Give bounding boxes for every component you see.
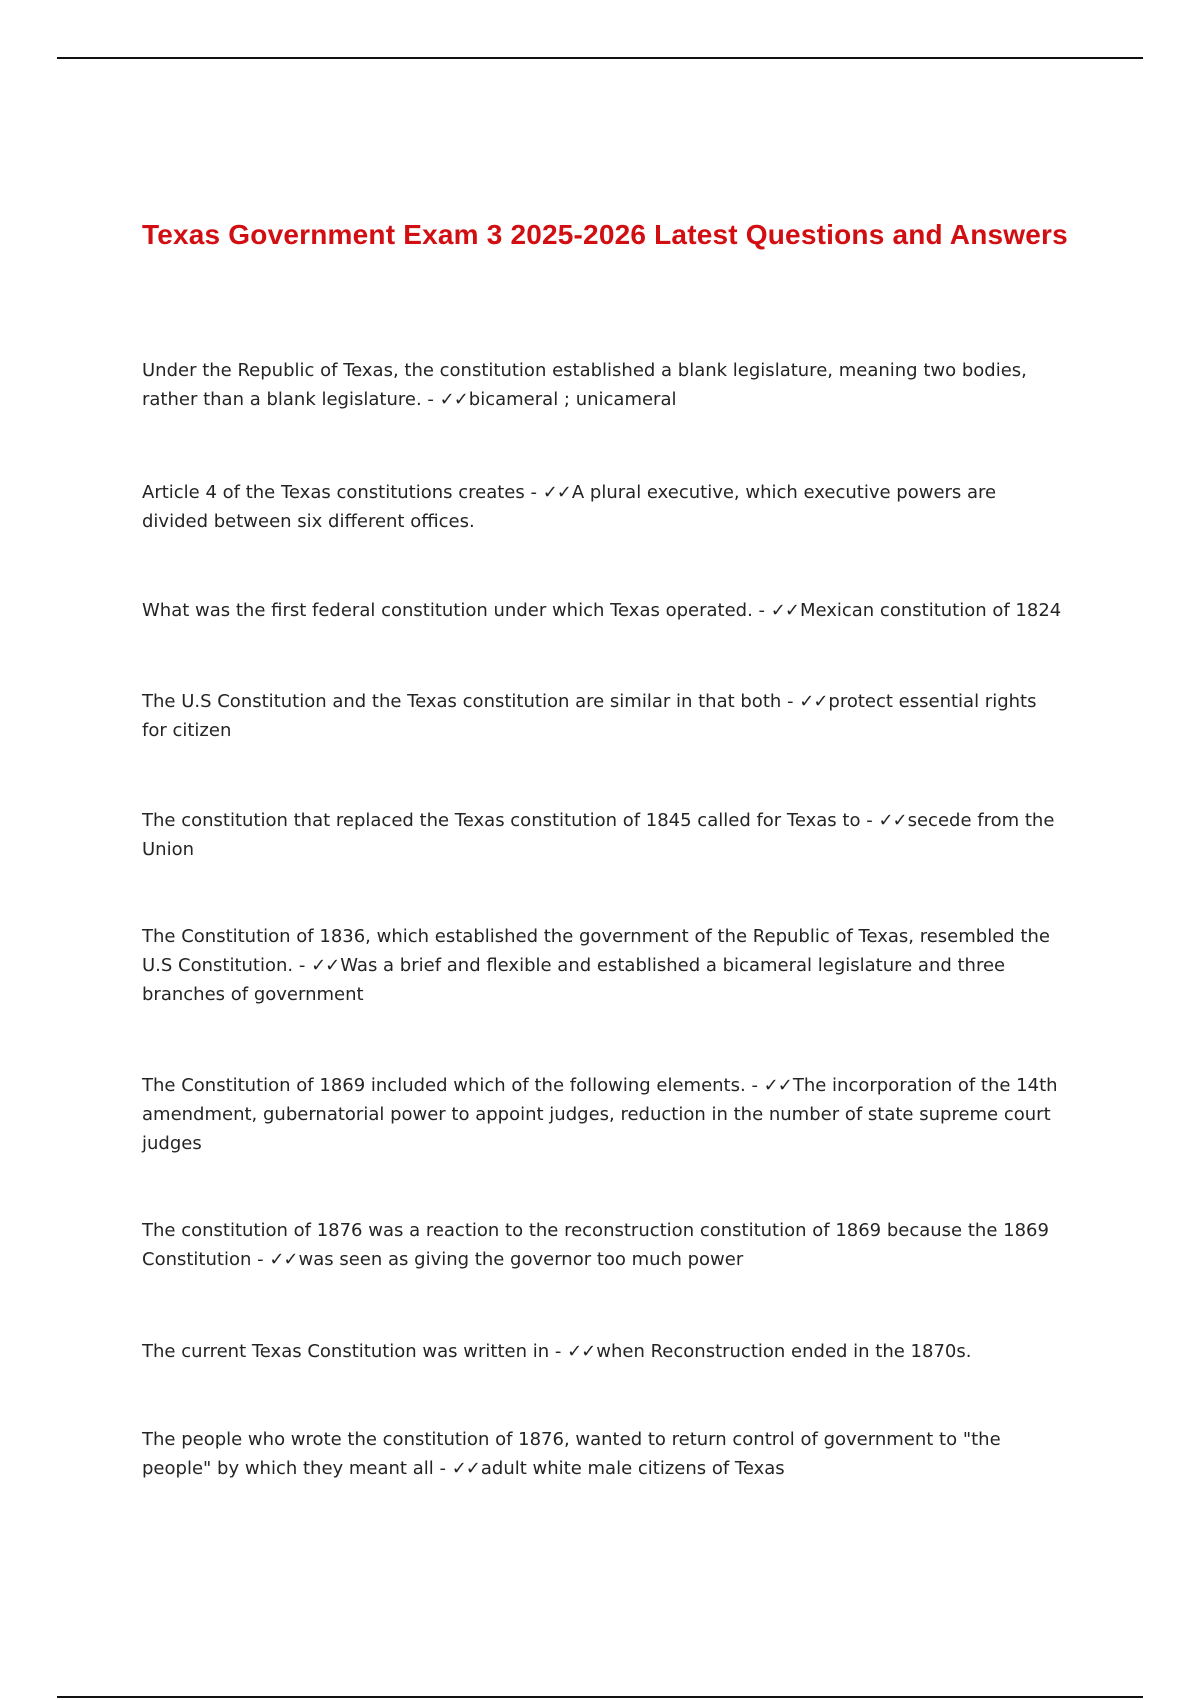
answer-text: The incorporation of the 14th amendment, gubernatorial power to appoint judges, reduction in the number of state supreme court judges — [142, 1075, 1058, 1154]
separator: - — [433, 1458, 452, 1479]
answer-text: A plural executive, which executive powers are divided between six different offices. — [142, 482, 997, 532]
question-text: What was the first federal constitution under which Texas operated. — [142, 600, 753, 621]
qa-item — [142, 1337, 1062, 1366]
separator: - — [524, 482, 543, 503]
separator: - — [293, 955, 312, 976]
qa-item — [142, 356, 1062, 414]
qa-item — [142, 922, 1062, 1009]
answer-text: was seen as giving the governor too much power — [298, 1249, 744, 1270]
separator: - — [421, 389, 440, 410]
check-icon: ✓✓ — [763, 1075, 792, 1096]
question-text: The Constitution of 1836, which established the government of the Republic of Texas, resembled the U.S Constitution. — [142, 926, 1050, 976]
separator: - — [781, 691, 800, 712]
question-text: The U.S Constitution and the Texas constitution are similar in that both — [142, 691, 782, 712]
answer-text: Mexican constitution of 1824 — [799, 600, 1062, 621]
separator: - — [745, 1075, 764, 1096]
question-text: Under the Republic of Texas, the constitution established a blank legislature, meaning two bodies, rather than a blank legislature. — [142, 360, 1027, 410]
answer-text: when Reconstruction ended in the 1870s. — [596, 1341, 972, 1362]
answer-text: protect essential rights for citizen — [142, 691, 1037, 741]
question-text: The constitution of 1876 was a reaction to the reconstruction constitution of 1869 because the 1869 Constitution — [142, 1220, 1049, 1270]
question-text: The current Texas Constitution was written in — [142, 1341, 550, 1362]
separator: - — [549, 1341, 568, 1362]
separator: - — [860, 810, 879, 831]
qa-item — [142, 478, 1062, 536]
check-icon: ✓✓ — [439, 389, 468, 410]
check-icon: ✓✓ — [799, 691, 828, 712]
answer-text: bicameral ; unicameral — [468, 389, 677, 410]
separator: - — [251, 1249, 270, 1270]
check-icon: ✓✓ — [770, 600, 799, 621]
qa-item — [142, 1425, 1062, 1483]
qa-item — [142, 806, 1062, 864]
question-text: The people who wrote the constitution of 1876, wanted to return control of government to "the people" by which they meant all — [142, 1429, 1001, 1479]
header-rule — [57, 57, 1143, 59]
check-icon: ✓✓ — [269, 1249, 298, 1270]
qa-item — [142, 687, 1062, 745]
answer-text: secede from the Union — [142, 810, 1055, 860]
qa-item — [142, 1216, 1062, 1274]
footer-rule — [57, 1696, 1143, 1698]
check-icon: ✓✓ — [542, 482, 571, 503]
document-title: Texas Government Exam 3 2025-2026 Latest Questions and Answers — [142, 219, 1068, 250]
separator: - — [752, 600, 771, 621]
question-text: The Constitution of 1869 included which of the following elements. — [142, 1075, 746, 1096]
answer-text: adult white male citizens of Texas — [480, 1458, 785, 1479]
question-text: Article 4 of the Texas constitutions creates — [142, 482, 525, 503]
check-icon: ✓✓ — [451, 1458, 480, 1479]
answer-text: Was a brief and flexible and established a bicameral legislature and three branches of government — [142, 955, 1006, 1005]
check-icon: ✓✓ — [311, 955, 340, 976]
qa-item — [142, 1071, 1062, 1158]
check-icon: ✓✓ — [878, 810, 907, 831]
check-icon: ✓✓ — [567, 1341, 596, 1362]
question-text: The constitution that replaced the Texas constitution of 1845 called for Texas to — [142, 810, 861, 831]
qa-item — [142, 596, 1062, 625]
